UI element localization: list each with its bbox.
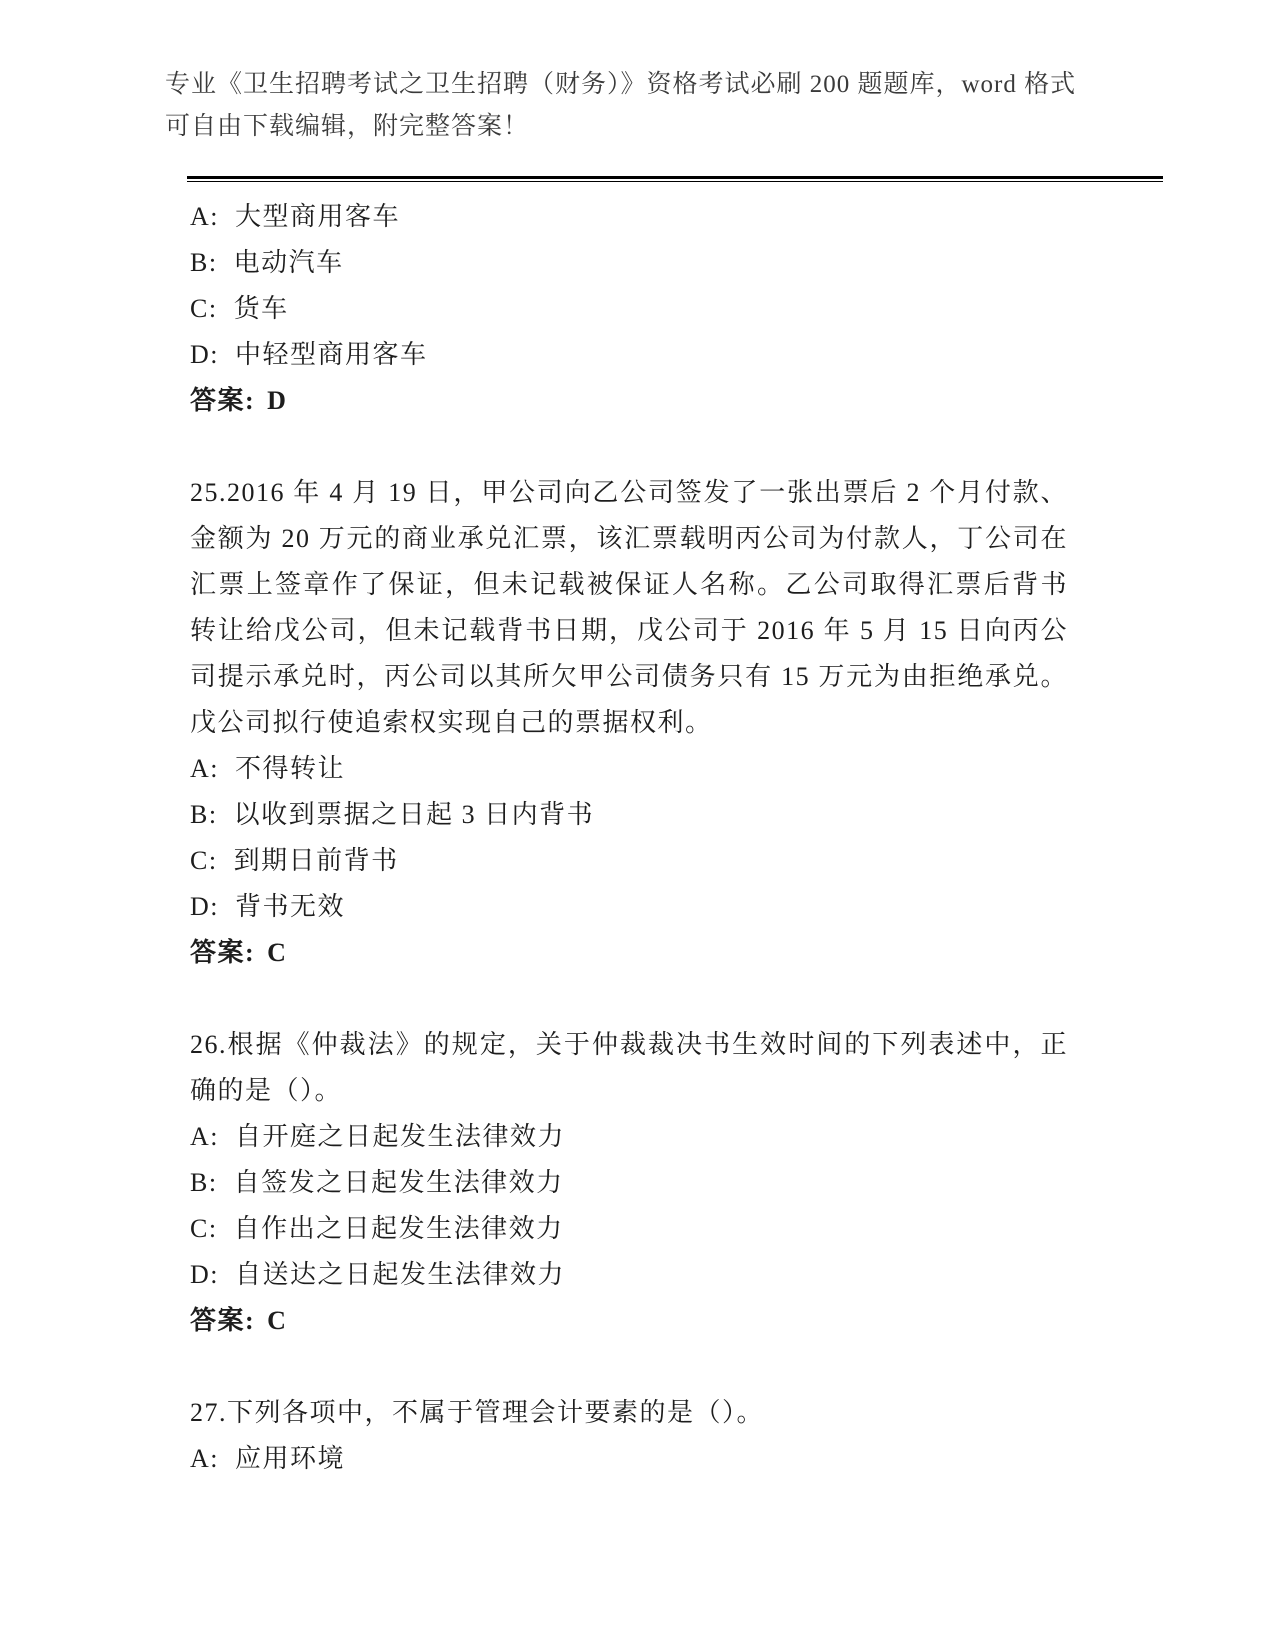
option-label: B:	[190, 248, 218, 277]
answer-value: D	[267, 386, 288, 415]
answer-row	[190, 1298, 1068, 1344]
option-text: 中轻型商用客车	[235, 340, 428, 369]
option-label: C:	[190, 294, 218, 323]
answer-value: C	[267, 1306, 288, 1335]
option-row	[190, 286, 1068, 332]
question-block-prev	[190, 194, 1068, 424]
option-label: B:	[190, 800, 218, 829]
option-row	[190, 792, 1068, 838]
option-label: A:	[190, 202, 219, 231]
option-label: A:	[190, 754, 219, 783]
question-block-26	[190, 1022, 1068, 1344]
option-row	[190, 1114, 1068, 1160]
option-text: 到期日前背书	[233, 846, 399, 875]
option-row	[190, 884, 1068, 930]
option-text: 不得转让	[235, 754, 346, 783]
answer-row	[190, 378, 1068, 424]
answer-label: 答案:	[190, 386, 256, 415]
option-row	[190, 1206, 1068, 1252]
option-text: 自签发之日起发生法律效力	[233, 1168, 564, 1197]
question-stem: 26.根据《仲裁法》的规定，关于仲裁裁决书生效时间的下列表述中，正确的是（）。	[190, 1030, 1068, 1105]
option-text: 自作出之日起发生法律效力	[233, 1214, 564, 1243]
answer-value: C	[267, 938, 288, 967]
option-label: C:	[190, 846, 218, 875]
page-header	[0, 0, 1275, 148]
question-block-27	[190, 1390, 1068, 1482]
answer-label: 答案:	[190, 1306, 256, 1335]
header-divider-double-rule	[187, 176, 1163, 182]
option-row	[190, 1436, 1068, 1482]
option-row	[190, 1252, 1068, 1298]
option-text: 大型商用客车	[235, 202, 401, 231]
option-row	[190, 194, 1068, 240]
answer-row	[190, 930, 1068, 976]
question-stem: 27.下列各项中，不属于管理会计要素的是（）。	[190, 1398, 765, 1427]
question-block-25	[190, 470, 1068, 976]
option-text: 电动汽车	[233, 248, 344, 277]
option-label: A:	[190, 1122, 219, 1151]
question-stem: 25.2016 年 4 月 19 日，甲公司向乙公司签发了一张出票后 2 个月付款、金额为 20 万元的商业承兑汇票，该汇票载明丙公司为付款人，丁公司在汇票上签章作了保证，但未记载被保证人名称。乙公司取得汇票后背书转让给戊公司，但未记载背书日期，戊公司于 2016 年 5 月 15 日向丙公司提示承兑时，丙公司以其所欠甲公司债务只有 15 万元为由拒绝承兑。戊公司拟行使追索权实现自己的票据权利。	[190, 478, 1068, 737]
option-label: D:	[190, 1260, 219, 1289]
option-text: 背书无效	[235, 892, 346, 921]
option-text: 自开庭之日起发生法律效力	[235, 1122, 566, 1151]
header-line-2: 可自由下载编辑，附完整答案！	[165, 113, 530, 140]
option-row	[190, 746, 1068, 792]
option-label: D:	[190, 340, 219, 369]
document-body	[0, 194, 1275, 1482]
option-row	[190, 332, 1068, 378]
header-line-1: 专业《卫生招聘考试之卫生招聘（财务）》资格考试必刷 200 题题库，word 格式	[165, 71, 1077, 98]
option-label: A:	[190, 1444, 219, 1473]
option-row	[190, 838, 1068, 884]
option-text: 自送达之日起发生法律效力	[235, 1260, 566, 1289]
option-label: C:	[190, 1214, 218, 1243]
option-row	[190, 1160, 1068, 1206]
option-text: 以收到票据之日起 3 日内背书	[233, 800, 595, 829]
option-label: B:	[190, 1168, 218, 1197]
option-label: D:	[190, 892, 219, 921]
option-row	[190, 240, 1068, 286]
option-text: 货车	[233, 294, 289, 323]
answer-label: 答案:	[190, 938, 256, 967]
option-text: 应用环境	[235, 1444, 346, 1473]
